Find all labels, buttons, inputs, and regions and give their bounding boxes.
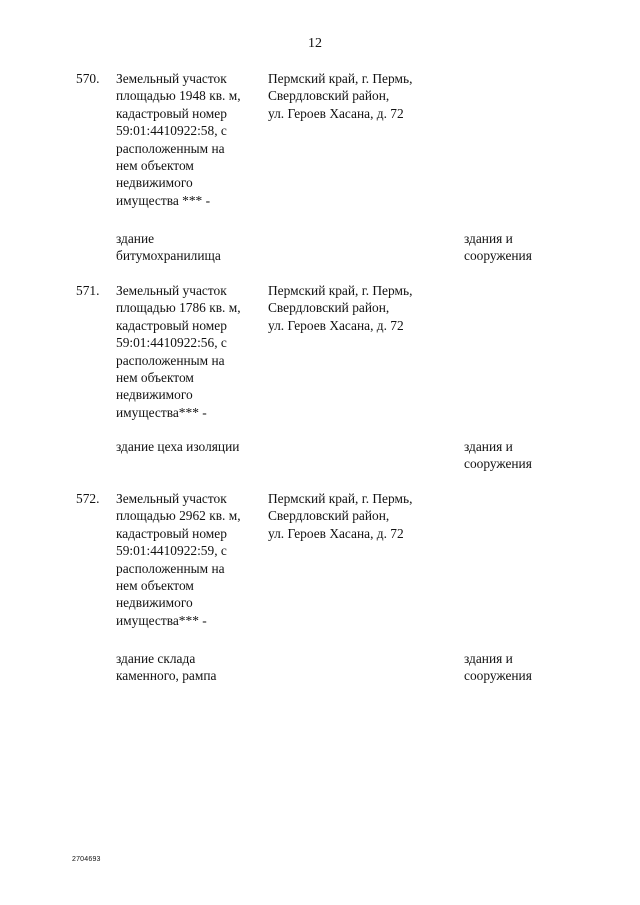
address-line: Свердловский район, (268, 300, 390, 316)
entry-number: 571. (76, 283, 100, 298)
address-line: Свердловский район, (268, 508, 390, 524)
category-line: здания и (464, 651, 513, 666)
object-line: каменного, рампа (116, 668, 217, 684)
description-line: 59:01:4410922:58, с (116, 123, 227, 139)
address-line: ул. Героев Хасана, д. 72 (268, 317, 404, 333)
entry-description (116, 70, 264, 209)
entry-category (464, 230, 532, 265)
description-line: имущества*** - (116, 404, 207, 420)
description-line: площадью 2962 кв. м, (116, 508, 241, 524)
address-line: ул. Героев Хасана, д. 72 (268, 105, 404, 121)
description-line: Земельный участок (116, 283, 227, 298)
description-line: имущества*** - (116, 612, 207, 628)
description-line: Земельный участок (116, 491, 227, 506)
address-line: Пермский край, г. Пермь, (268, 71, 413, 86)
description-line: недвижимого (116, 175, 193, 191)
description-line: нем объектом (116, 158, 194, 174)
entry-category (464, 438, 532, 473)
entry-number: 572. (76, 491, 100, 506)
category-line: здания и (464, 231, 513, 246)
entry-object (116, 438, 239, 455)
description-line: недвижимого (116, 387, 193, 403)
object-line: битумохранилища (116, 248, 221, 264)
entry-object (116, 650, 216, 685)
entry-object (116, 230, 221, 265)
address-line: Свердловский район, (268, 88, 390, 104)
document-code: 2704693 (72, 856, 101, 863)
address-line: Пермский край, г. Пермь, (268, 491, 413, 506)
description-line: расположенным на (116, 352, 225, 368)
entry-description (116, 490, 264, 629)
description-line: расположенным на (116, 560, 225, 576)
description-line: нем объектом (116, 370, 194, 386)
entry-number: 570. (76, 71, 100, 86)
entry-address (268, 282, 412, 334)
category-line: сооружения (464, 668, 532, 684)
description-line: 59:01:4410922:59, с (116, 543, 227, 559)
object-line: здание цеха изоляции (116, 439, 240, 454)
page-number: 12 (308, 36, 322, 51)
address-line: Пермский край, г. Пермь, (268, 283, 413, 298)
object-line: здание (116, 231, 155, 246)
description-line: площадью 1786 кв. м, (116, 300, 241, 316)
description-line: кадастровый номер (116, 105, 227, 121)
description-line: имущества *** - (116, 192, 211, 208)
address-line: ул. Героев Хасана, д. 72 (268, 525, 404, 541)
description-line: кадастровый номер (116, 525, 227, 541)
description-line: площадью 1948 кв. м, (116, 88, 241, 104)
description-line: расположенным на (116, 140, 225, 156)
description-line: Земельный участок (116, 71, 227, 86)
category-line: сооружения (464, 248, 532, 264)
object-line: здание склада (116, 651, 196, 666)
description-line: 59:01:4410922:56, с (116, 335, 227, 351)
entry-description (116, 282, 264, 421)
entry-address (268, 490, 412, 542)
entry-address (268, 70, 412, 122)
category-line: здания и (464, 439, 513, 454)
entry-category (464, 650, 532, 685)
category-line: сооружения (464, 456, 532, 472)
description-line: кадастровый номер (116, 317, 227, 333)
description-line: недвижимого (116, 595, 193, 611)
description-line: нем объектом (116, 578, 194, 594)
